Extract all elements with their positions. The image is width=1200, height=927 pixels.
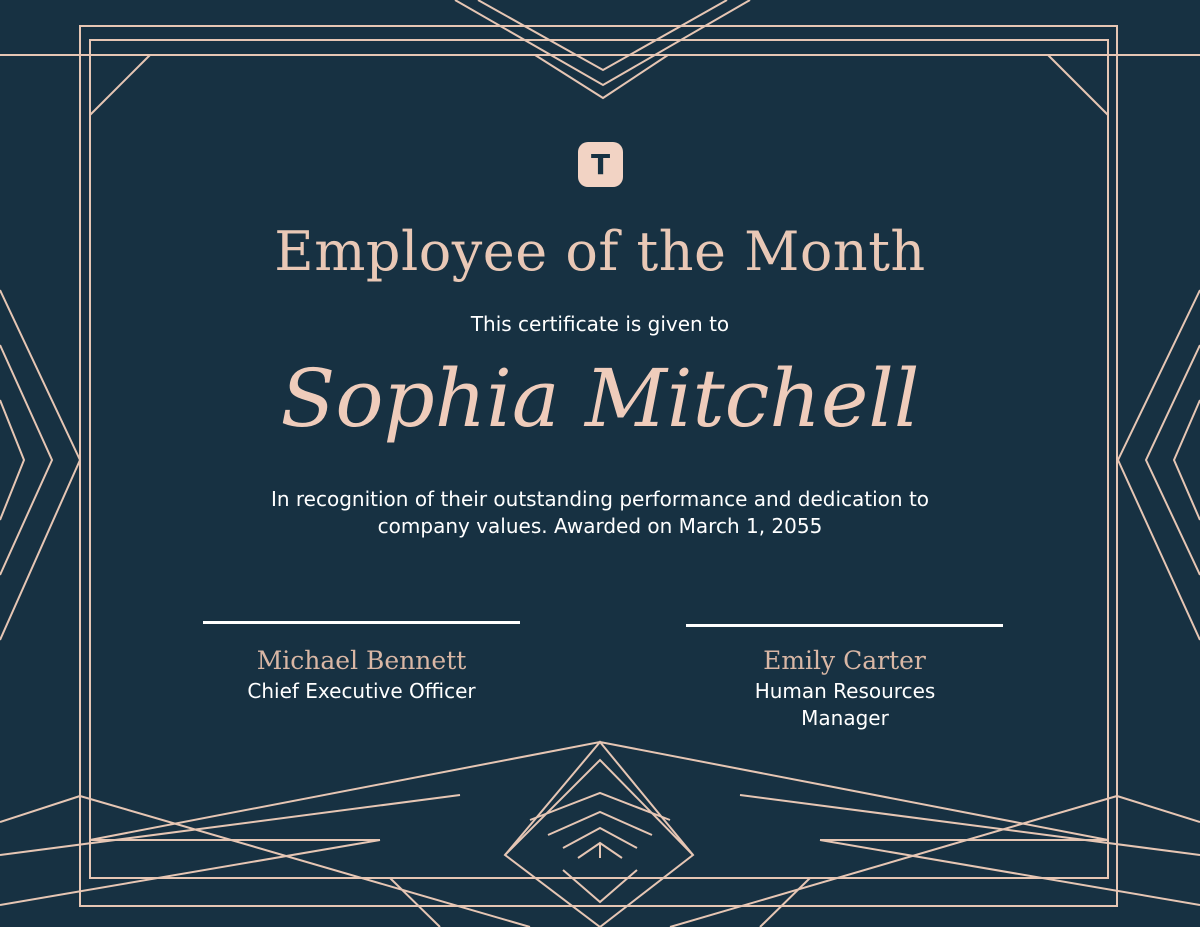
signatory-role-2: Human Resources Manager bbox=[754, 679, 936, 730]
signatory-name-2: Emily Carter bbox=[763, 646, 926, 675]
signature-line-2 bbox=[686, 624, 1003, 627]
signatory-role-1: Chief Executive Officer bbox=[247, 679, 476, 703]
logo-letter: T bbox=[590, 147, 611, 181]
recognition-text: In recognition of their outstanding performance and dedication to company values. Awarded on March 1, 2055 bbox=[270, 487, 930, 538]
given-to-text: This certificate is given to bbox=[470, 312, 730, 336]
company-logo bbox=[578, 142, 623, 187]
signature-line-1 bbox=[203, 621, 520, 624]
certificate-title: Employee of the Month bbox=[274, 220, 926, 283]
recipient-name: Sophia Mitchell bbox=[280, 352, 920, 445]
signatory-name-1: Michael Bennett bbox=[256, 646, 467, 675]
